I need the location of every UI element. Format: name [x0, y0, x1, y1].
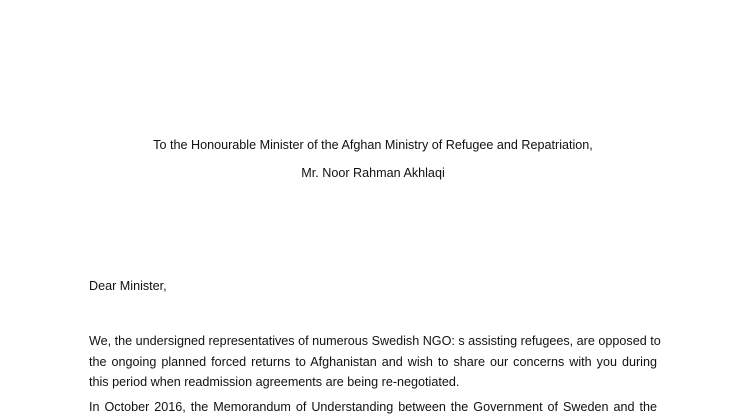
paragraph-1-line-1: We, the undersigned representatives of numerous Swedish NGO: s assisting refugees, are opposed to [89, 334, 661, 348]
salutation: Dear Minister, [89, 279, 167, 293]
paragraph-2 [89, 397, 657, 418]
paragraph-2-line-1: In October 2016, the Memorandum of Understanding between the Government of Sweden and the [89, 400, 657, 414]
paragraph-1 [89, 331, 661, 393]
paragraph-1-line-3: this period when readmission agreements are being re-negotiated. [89, 375, 460, 389]
paragraph-1-line-2: the ongoing planned forced returns to Afghanistan and wish to share our concerns with you during [89, 354, 657, 369]
recipient-line-2: Mr. Noor Rahman Akhlaqi [301, 166, 445, 180]
recipient-line-1: To the Honourable Minister of the Afghan Ministry of Refugee and Repatriation, [153, 138, 593, 152]
